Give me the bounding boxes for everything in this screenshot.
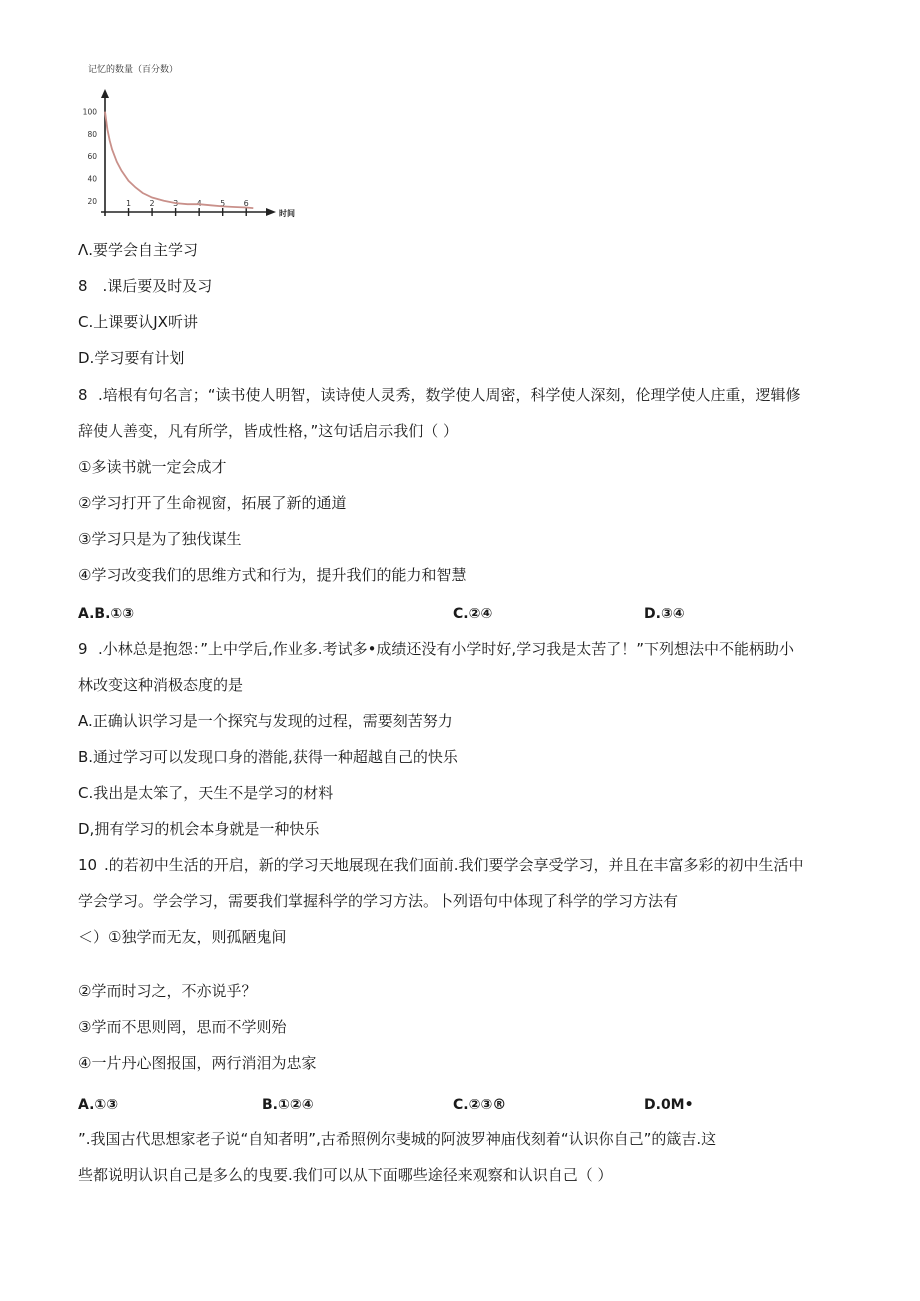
q9-option-d: D,拥有学习的机会本身就是一种快乐	[78, 820, 320, 838]
q7-option-b: 8 .课后要及时及习	[78, 277, 213, 295]
x-tick-label: 5	[220, 199, 226, 208]
q8-item-4: ④学习改变我们的思维方式和行为，提升我们的能力和智慧	[78, 566, 467, 584]
q9-option-c: C.我出是太笨了，天生不是学习的材料	[78, 784, 334, 802]
forgetting-curve-line	[105, 112, 253, 209]
q10-item-4: ④一片丹心图报国，两行消泪为忠家	[78, 1054, 317, 1072]
q9-question-line1	[78, 639, 794, 659]
q7-option-d: D.学习要有计划	[78, 349, 185, 367]
q8-item-3: ③学习只是为了独伐谋生	[78, 530, 242, 548]
q8-text-line1: .培根有句名言；“读书使人明智，读诗使人灵秀，数学使人周密，科学使人深刻，伦理学使人庄重，逻辑修	[98, 386, 801, 404]
q8-option-d: D.③④	[644, 606, 685, 622]
y-tick-label: 60	[87, 152, 97, 162]
q10-option-d: D.0M•	[644, 1097, 694, 1113]
q10-option-b: B.①②④	[262, 1097, 314, 1113]
q10-option-c: C.②③®	[453, 1097, 507, 1113]
x-axis-arrow	[266, 208, 276, 216]
q10-text-line3: ＜）①独学而无友，则孤陋鬼间	[78, 928, 287, 946]
y-tick-label: 20	[87, 196, 97, 206]
q8-question-line1	[78, 385, 801, 405]
y-tick-label: 80	[87, 129, 97, 139]
x-tick-label: 3	[173, 199, 179, 208]
y-tick-label: 40	[87, 174, 97, 184]
q10-item-2: ②学而时习之，不亦说乎？	[78, 982, 257, 1000]
q8-item-1: ①多读书就一定会成才	[78, 458, 227, 476]
q7-option-a: Λ.要学会自主学习	[78, 241, 199, 259]
x-tick-label: 6	[243, 199, 249, 208]
q9-text-line2: 林改变这种消极态度的是	[78, 676, 244, 694]
q11-text-line1: ”.我国古代思想家老子说“自知者明”,古希照例尔斐城的阿波罗神庙伐刻着“认识你自己”的箴吉.这	[78, 1130, 717, 1148]
q8-option-c: C.②④	[453, 606, 493, 622]
q10-item-3: ③学而不思则罔，思而不学则殆	[78, 1018, 287, 1036]
q10-option-a: A.①③	[78, 1097, 119, 1113]
q8-text-line2: 辞使人善变，凡有所学，皆成性格，”这句话启示我们（ ）	[78, 422, 459, 440]
q10-question-line1	[78, 855, 804, 875]
x-tick-label: 4	[196, 199, 202, 208]
q9-number: 9	[78, 640, 88, 658]
chart-svg	[70, 58, 310, 230]
q8-number: 8	[78, 386, 88, 404]
q9-option-a: A.正确认识学习是一个探究与发现的过程，需要刻苦努力	[78, 712, 453, 730]
forgetting-curve-chart	[70, 58, 310, 230]
q8-item-2: ②学习打开了生命视窗，拓展了新的通道	[78, 494, 347, 512]
q9-option-b: B.通过学习可以发现口身的潜能,获得一种超越自己的快乐	[78, 748, 458, 766]
x-tick-label: 1	[125, 199, 132, 208]
q8-option-ab: A.B.①③	[78, 606, 135, 622]
x-tick-label: 2	[149, 199, 155, 208]
y-axis-arrow	[101, 89, 109, 98]
q10-text-line2: 学会学习。学会学习，需要我们掌握科学的学习方法。卜列语句中体现了科学的学习方法有	[78, 892, 679, 910]
chart-title: 记忆的数量（百分数）	[88, 65, 179, 75]
q10-text-line1: .的若初中生活的开启，新的学习天地展现在我们面前.我们要学会享受学习，并且在丰富多彩的初中生活中	[104, 856, 804, 874]
q7-option-c: C.上课要认JX听讲	[78, 313, 198, 331]
q10-number: 10	[78, 856, 98, 874]
q11-text-line2: 些都说明认识自己是多么的曳要.我们可以从下面哪些途径来观察和认识自己（ ）	[78, 1166, 613, 1184]
x-axis-label: 时间	[279, 209, 295, 218]
y-tick-label: 100	[82, 107, 97, 117]
q9-text-line1: .小林总是抱怨：”上中学后,作业多.考试多•成绩还没有小学时好,学习我是太苦了！”下列想法中不能柄助小	[98, 640, 794, 658]
